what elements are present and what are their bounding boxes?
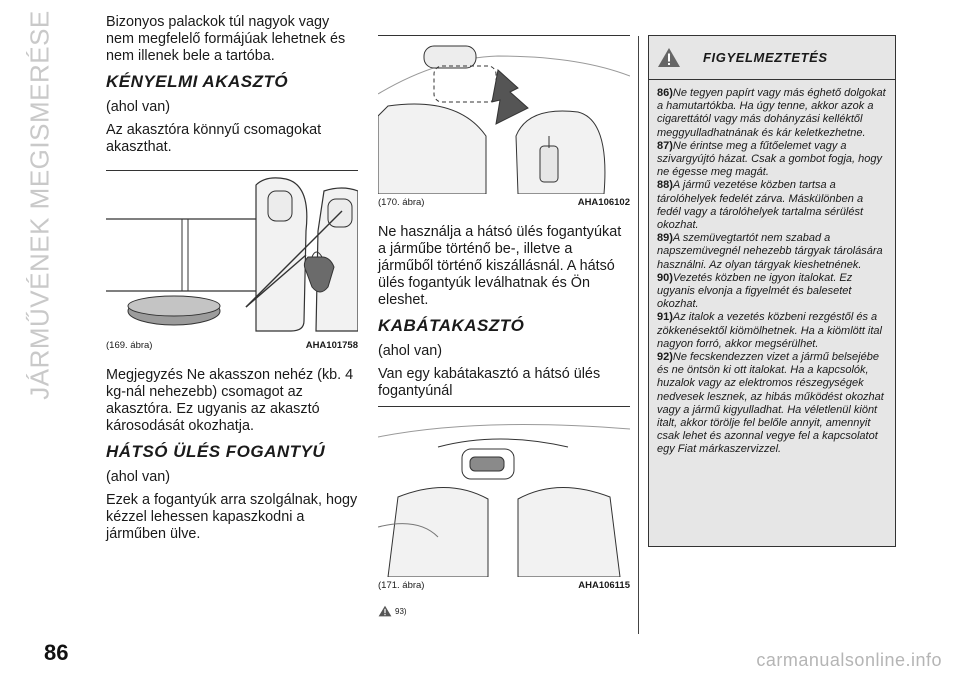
chapter-side-title: JÁRMŰVÉNEK MEGISMERÉSE	[24, 10, 55, 400]
warning-header	[649, 36, 895, 80]
availability-note: (ahol van)	[378, 343, 442, 359]
figure-171-caption: (171. ábra)	[378, 580, 425, 591]
column-2	[378, 14, 630, 617]
availability-note: (ahol van)	[106, 99, 170, 115]
page-number: 86	[44, 640, 69, 665]
intro-paragraph: Bizonyos palackok túl nagyok vagy nem megfelelő formájúak lehetnek és nem illenek bele a tartóba.	[106, 14, 346, 64]
figure-171-code: AHA106115	[578, 580, 630, 591]
section-heading-rear-handle: HÁTSÓ ÜLÉS FOGANTYÚ	[106, 442, 326, 461]
warning-item: 86)Ne tegyen papírt vagy más éghető dolgokat a hamutartókba. Ha úgy tenne, akkor azok a cigarettától vagy más dohányzási kelléktől meggyulladhatnának és kár keletkezhetne.	[657, 87, 886, 139]
warning-item: 89)A szemüvegtartót nem szabad a napszemüvegnél nehezebb tárgyak tárolására használni. Az olyan tárgyak kieshetnének.	[657, 232, 883, 271]
rear-handle-paragraph: Ezek a fogantyúk arra szolgálnak, hogy kézzel lehessen kapaszkodni a járműben ülve.	[106, 492, 358, 542]
column-divider	[638, 36, 639, 634]
warning-item: 88)A jármű vezetése közben tartsa a tárolóhelyek fedelét zárva. Máskülönben a fedél vagy a tárolóhelyek tartalma sérülést okozhat.	[657, 179, 864, 232]
section-heading-comfort-hook: KÉNYELMI AKASZTÓ	[106, 72, 289, 91]
column-1	[106, 14, 358, 549]
column-3	[648, 14, 896, 547]
section-heading-coat-hook: KABÁTAKASZTÓ	[378, 316, 525, 335]
warning-box	[648, 35, 896, 547]
warning-item: 90)Vezetés közben ne igyon italokat. Ez ugyanis elvonja a figyelmét és balesetet okozhat.	[657, 271, 853, 311]
warning-reference-number: 93)	[395, 606, 407, 616]
handle-warning-paragraph: Ne használja a hátsó ülés fogantyúkat a járműbe történő be-, illetve a járműből történő kiszállásnál. A hátsó ülés fogantyúk leválhatnak és Ön eleshet.	[378, 224, 622, 308]
site-watermark: carmanualsonline.info	[756, 650, 942, 670]
warning-triangle-icon	[378, 605, 392, 617]
figure-171	[378, 406, 630, 591]
rear-handle-illustration	[378, 36, 630, 194]
figure-169-code: AHA101758	[305, 340, 358, 351]
comfort-hook-paragraph: Az akasztóra könnyű csomagokat akaszthat.	[106, 122, 322, 155]
warning-item: 87)Ne érintse meg a fűtőelemet vagy a szivargyújtó házat. Csak a gombot fogja, hogy ne égesse meg magát.	[657, 139, 883, 179]
warning-title: FIGYELMEZTETÉS	[703, 50, 828, 65]
coat-hook-illustration	[378, 407, 630, 577]
figure-169-caption: (169. ábra)	[106, 340, 153, 351]
warning-note-paragraph: Megjegyzés Ne akasszon nehéz (kb. 4 kg-nál nehezebb) csomagot az akasztóra. Ez ugyanis az akasztó károsodását okozhatja.	[106, 367, 354, 434]
figure-170-code: AHA106102	[577, 197, 630, 208]
warning-triangle-icon	[657, 47, 681, 68]
coat-hook-paragraph: Van egy kabátakasztó a hátsó ülés fogantyúnál	[378, 366, 601, 399]
figure-170	[378, 35, 630, 208]
warning-reference	[378, 605, 630, 617]
warning-list	[649, 80, 895, 457]
figure-169	[106, 170, 358, 351]
warning-item: 91)Az italok a vezetés közbeni rezgéstől és a zökkenésektől kiömölhetnek. Ha a kiömlött ital nagyon forró, akkor megsérülhet.	[657, 311, 882, 350]
availability-note: (ahol van)	[106, 469, 170, 485]
figure-170-caption: (170. ábra)	[378, 197, 425, 208]
warning-item: 92)Ne fecskendezzen vizet a jármű belsejébe és ne öntsön ki ott italokat. Ha a kapcsolók, huzalok vagy az elektromos részegységek nedvesek lesznek, az hibás működést okozhat vagy a jármű kigyulladhat. Ha véletlenül kiönt italt, akkor törölje fel belőle annyit, amennyit csak lehet és azonnal vegye fel a kapcsolatot egy Fiat márkaszervizzel.	[657, 351, 884, 456]
seat-hook-illustration	[106, 171, 358, 337]
